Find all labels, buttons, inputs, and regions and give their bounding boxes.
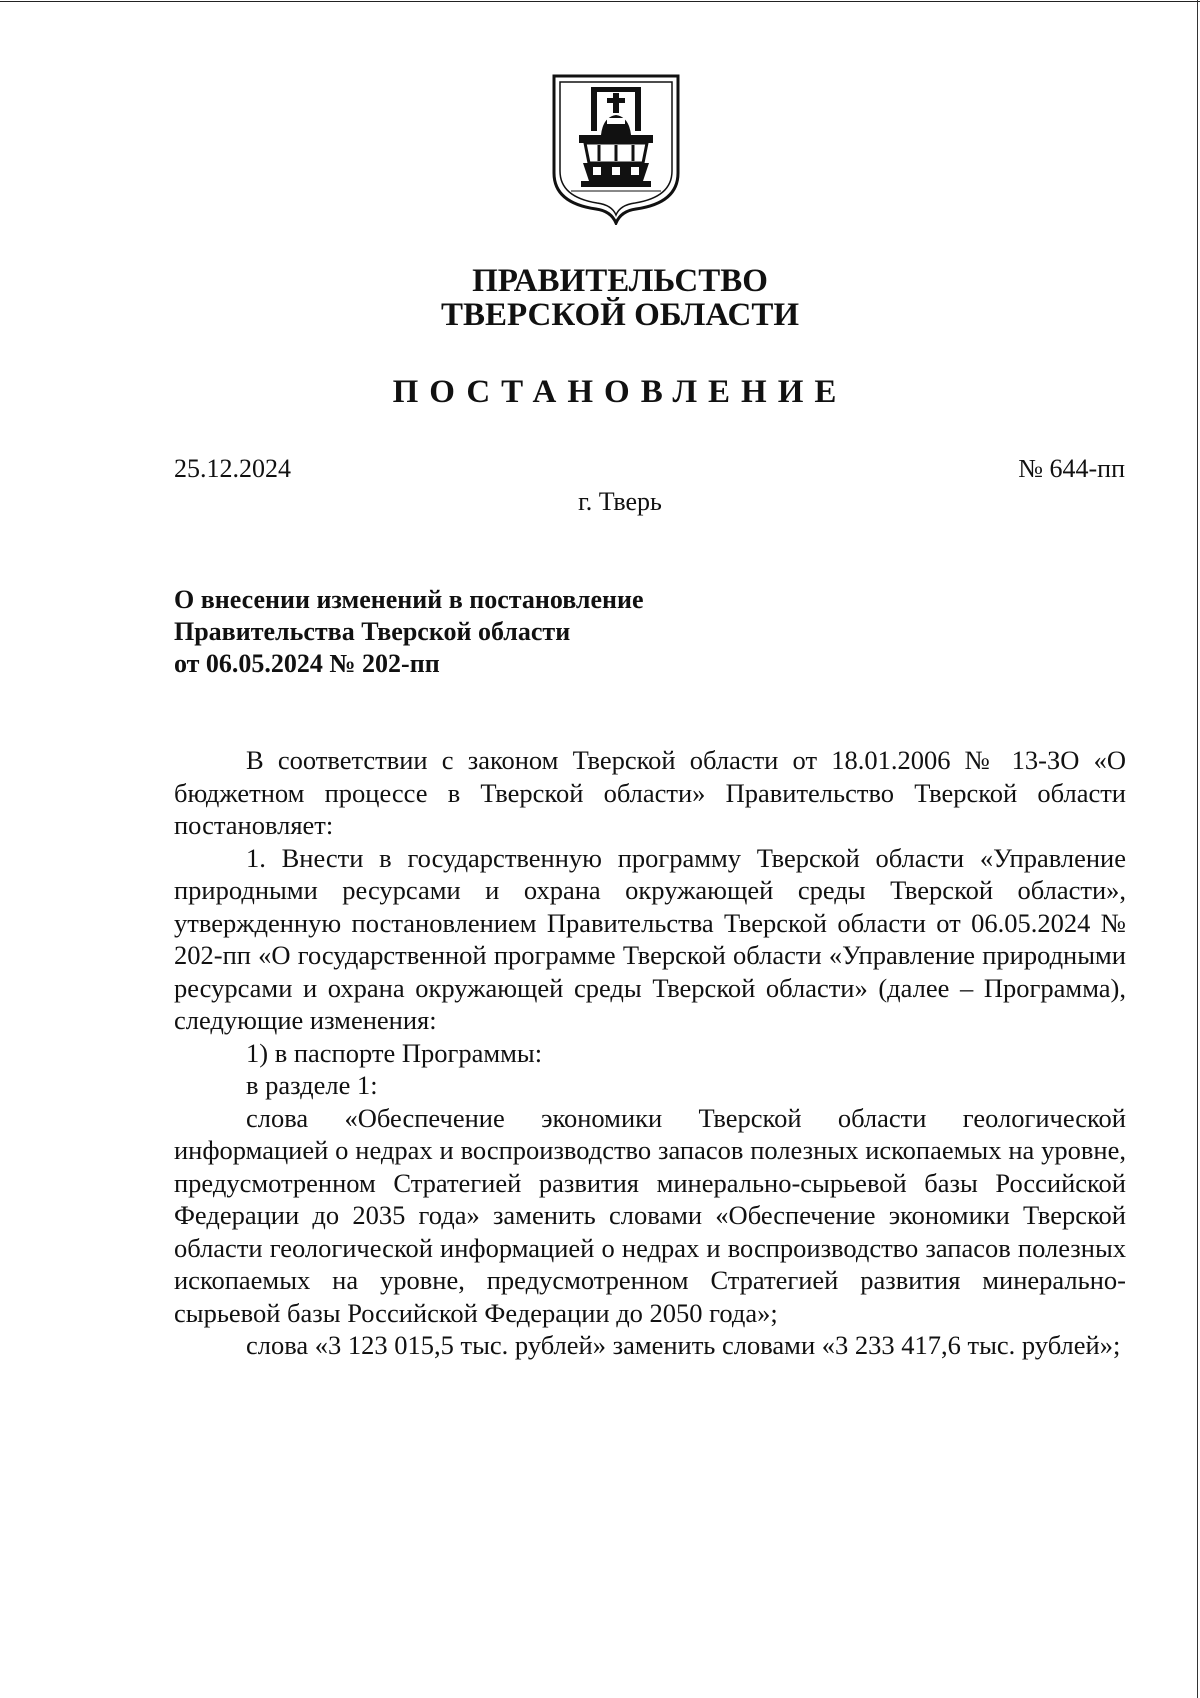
body-paragraph-words-change-1: слова «Обеспечение экономики Тверской области геологической информацией о недрах и воспроизводство запасов полезных ископаемых на уровне, предусмотренном Стратегией развития минерально-сырьевой базы Российской Федерации до 2035 года» заменить словами «Обеспечение экономики Тверской области геологической информацией о недрах и воспроизводство запасов полезных ископаемых на уровне, предусмотренном Стратегией развития минерально-сырьевой базы Российской Федерации до 2050 года»; (174, 1102, 1126, 1328)
document-date: 25.12.2024 (174, 454, 291, 483)
scan-edge-top (0, 1, 1200, 2)
document-city: г. Тверь (578, 487, 662, 516)
tver-coat-of-arms-icon (551, 73, 681, 225)
org-line-2: ТВЕРСКОЙ ОБЛАСТИ (440, 297, 800, 333)
scan-edge-right (1197, 0, 1198, 1698)
body-paragraph-item-1: 1. Внести в государственную программу Тверской области «Управление природными ресурсами и охрана окружающей среды Тверской области», утвержденную постановлением Правительства Тверской области от 06.05.2024 № 202-пп «О государственной программе Тверской области «Управление природными ресурсами и охрана окружающей среды Тверской области» (далее – Программа), следующие изменения: (174, 842, 1126, 1035)
document-number: № 644-пп (1018, 454, 1125, 483)
organization-name (0, 264, 1200, 332)
body-paragraph-subitem-1: 1) в паспорте Программы: (246, 1037, 543, 1068)
document-body (174, 744, 1126, 1362)
subject-line-3: от 06.05.2024 № 202-пп (174, 649, 440, 678)
body-paragraph-preamble: В соответствии с законом Тверской области от 18.01.2006 № 13-ЗО «О бюджетном процессе в Тверской области» Правительство Тверской области постановляет: (174, 745, 1126, 840)
subject-line-1: О внесении изменений в постановление (174, 585, 644, 614)
document-type: ПОСТАНОВЛЕНИЕ (392, 374, 848, 410)
org-line-1: ПРАВИТЕЛЬСТВО (472, 263, 768, 299)
body-paragraph-words-change-2: слова «3 123 015,5 тыс. рублей» заменить словами «3 233 417,6 тыс. рублей»; (246, 1330, 1121, 1360)
document-subject (174, 584, 814, 680)
subject-line-2: Правительства Тверской области (174, 617, 571, 646)
body-paragraph-section-1: в разделе 1: (246, 1070, 378, 1100)
